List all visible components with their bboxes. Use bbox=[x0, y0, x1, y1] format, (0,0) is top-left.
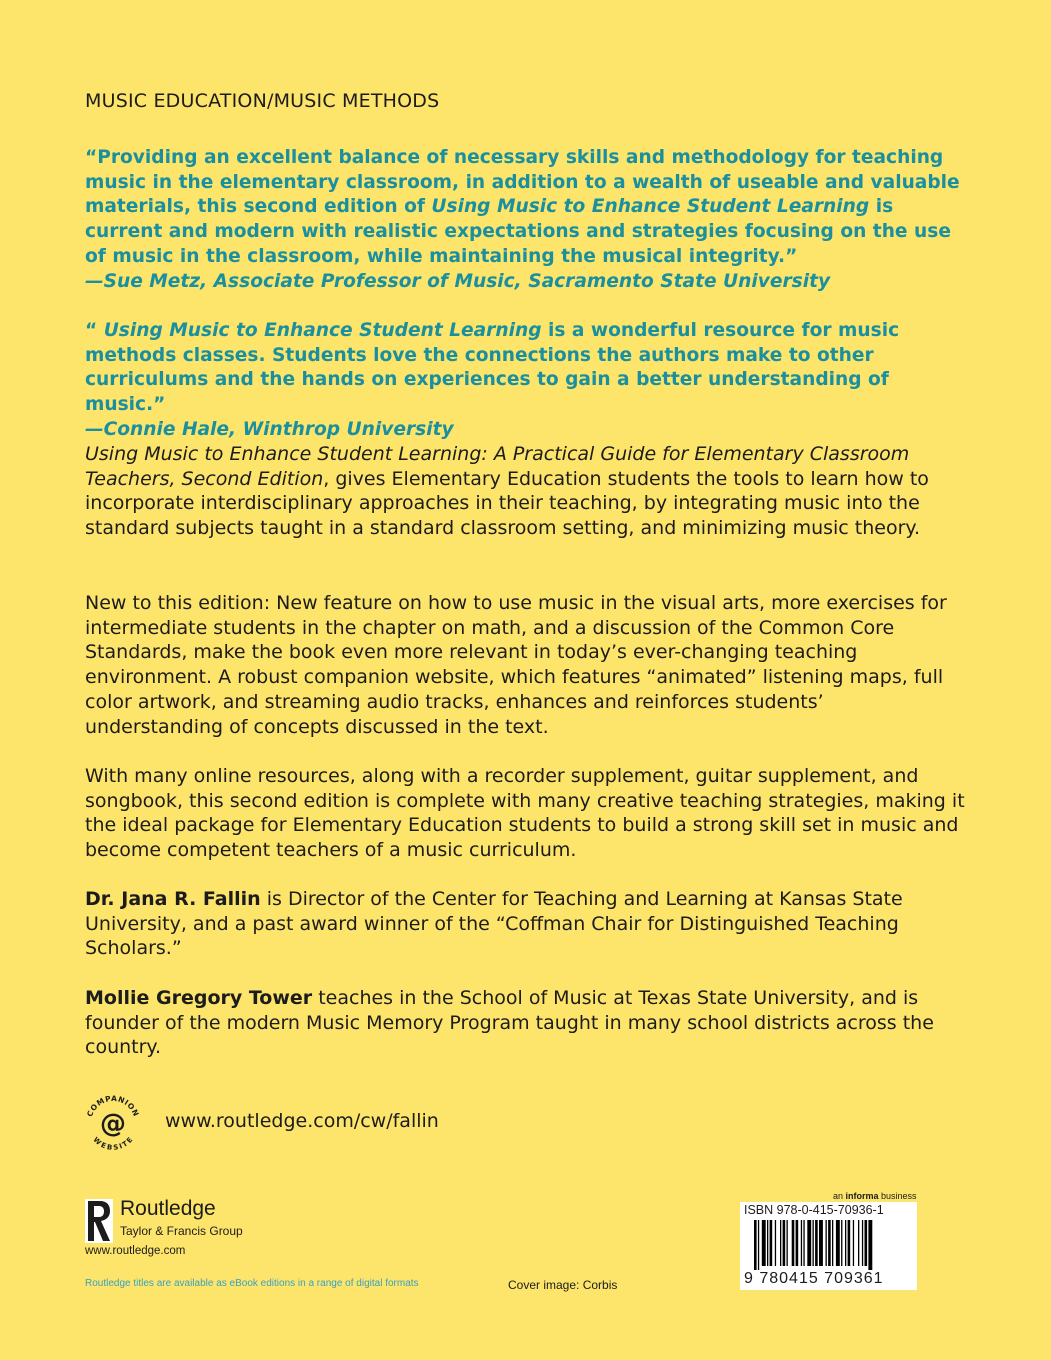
barcode-bar bbox=[803, 1220, 804, 1266]
barcode-bar bbox=[787, 1220, 788, 1266]
author-bio-1 bbox=[85, 887, 965, 961]
author-name: Dr. Jana R. Fallin bbox=[85, 888, 261, 910]
description-text: , gives Elementary Education students the tools to learn how to incorporate interdisciplinary approaches in their teaching, by integrating music into the standard subjects taught in a standard classroom setting, and minimizing music theory. bbox=[85, 467, 929, 540]
informa-suffix: business bbox=[878, 1191, 917, 1201]
barcode-bar bbox=[815, 1220, 818, 1266]
companion-website-badge-icon bbox=[82, 1092, 144, 1154]
barcode-bar bbox=[836, 1220, 840, 1266]
barcode-bar bbox=[792, 1220, 795, 1266]
description-paragraph-1 bbox=[85, 442, 965, 541]
barcode-digits: 9 780415 709361 bbox=[744, 1270, 884, 1287]
barcode-bar bbox=[819, 1220, 823, 1266]
quote-text: is a wonderful resource for music methods classes. Students love the connections the authors make to other curriculums and the hands on experiences to gain a better understanding of music.” bbox=[85, 320, 900, 416]
quote-text: “Providing an excellent balance of necessary skills and methodology for teaching music in the elementary classroom, in addition to a wealth of useable and valuable materials, this second edition of bbox=[85, 147, 960, 218]
barcode-bar bbox=[762, 1220, 766, 1266]
author-name: Mollie Gregory Tower bbox=[85, 987, 313, 1009]
barcode-bar bbox=[841, 1220, 842, 1266]
badge-text-bottom: WEBSITE bbox=[91, 1135, 135, 1152]
routledge-r-icon bbox=[85, 1199, 113, 1243]
ebook-note: Routledge titles are available as eBook editions in a range of digital formats bbox=[85, 1278, 419, 1289]
companion-website-url[interactable]: www.routledge.com/cw/fallin bbox=[165, 1110, 439, 1132]
svg-text:@: @ bbox=[100, 1109, 126, 1139]
barcode-bars bbox=[754, 1220, 906, 1270]
quote-attribution: —Connie Hale, Winthrop University bbox=[85, 418, 454, 440]
informa-brand: informa bbox=[845, 1191, 879, 1201]
barcode-bar bbox=[848, 1220, 851, 1266]
barcode-bar bbox=[801, 1220, 802, 1266]
informa-prefix: an bbox=[833, 1191, 846, 1201]
barcode bbox=[740, 1202, 917, 1290]
barcode-bar bbox=[775, 1220, 776, 1266]
quote-book-title: Using Music to Enhance Student Learning bbox=[103, 320, 542, 341]
barcode-bar bbox=[853, 1220, 854, 1266]
endorsement-quote-1 bbox=[85, 146, 965, 294]
quote-attribution: —Sue Metz, Associate Professor of Music, Sacramento State University bbox=[85, 270, 831, 292]
category-heading: MUSIC EDUCATION/MUSIC METHODS bbox=[85, 90, 440, 112]
badge-text-top: COMPANION bbox=[85, 1093, 141, 1118]
barcode-bar bbox=[858, 1220, 859, 1266]
barcode-bar bbox=[758, 1220, 759, 1270]
barcode-bar bbox=[828, 1220, 831, 1266]
author-bio-text: is Director of the Center for Teaching and Learning at Kansas State University, and a past award winner of the “Coffman Chair for Distinguished Teaching Scholars.” bbox=[85, 888, 903, 960]
quote-text: is current and modern with realistic expectations and strategies focusing on the use of music in the classroom, while maintaining the musical integrity.” bbox=[85, 196, 951, 267]
barcode-bar bbox=[754, 1220, 757, 1270]
barcode-bar bbox=[807, 1220, 811, 1266]
barcode-bar bbox=[865, 1220, 868, 1266]
publisher-subtitle: Taylor & Francis Group bbox=[120, 1224, 243, 1238]
barcode-bar bbox=[770, 1220, 773, 1266]
quote-book-title: Using Music to Enhance Student Learning bbox=[431, 196, 870, 218]
barcode-bar bbox=[780, 1220, 781, 1266]
author-bio-text: teaches in the School of Music at Texas State University, and is founder of the modern Music Memory Program taught in many school districts across the country. bbox=[85, 987, 934, 1059]
barcode-bar bbox=[796, 1220, 799, 1266]
cover-credit: Cover image: Corbis bbox=[508, 1278, 618, 1292]
isbn-label: ISBN 978-0-415-70936-1 bbox=[744, 1203, 884, 1217]
endorsement-quote-2 bbox=[85, 319, 965, 443]
barcode-bar bbox=[862, 1220, 863, 1266]
informa-business-label bbox=[833, 1191, 917, 1201]
publisher-url[interactable]: www.routledge.com bbox=[85, 1245, 186, 1257]
barcode-bar bbox=[767, 1220, 768, 1266]
description-paragraph-3: With many online resources, along with a recorder supplement, guitar supplement, and songbook, this second edition is complete with many creative teaching strategies, making it the ideal package for Elementary Education students to build a strong skill set in music and become competent teachers of a music curriculum. bbox=[85, 765, 965, 862]
book-full-title: Using Music to Enhance Student Learning: A Practical Guide for Elementary Classroom Teachers, Second Edition bbox=[85, 443, 910, 490]
barcode-bar bbox=[868, 1220, 872, 1270]
barcode-bar bbox=[783, 1220, 786, 1266]
author-bio-2 bbox=[85, 986, 965, 1060]
barcode-bar bbox=[826, 1220, 827, 1266]
description-paragraph-2: New to this edition: New feature on how to use music in the visual arts, more exercises for intermediate students in the chapter on math, and a discussion of the Common Core Standards, make the book even more relevant in today’s ever-changing teaching environment. A robust companion website, which features “animated” listening maps, full color artwork, and streaming audio tracks, enhances and reinforces students’ understanding of concepts discussed in the text. bbox=[85, 592, 947, 738]
barcode-bar bbox=[832, 1220, 833, 1266]
publisher-name: Routledge bbox=[120, 1197, 216, 1220]
quote-text: “ bbox=[85, 320, 104, 341]
barcode-bar bbox=[813, 1220, 814, 1266]
barcode-bar bbox=[845, 1220, 846, 1266]
